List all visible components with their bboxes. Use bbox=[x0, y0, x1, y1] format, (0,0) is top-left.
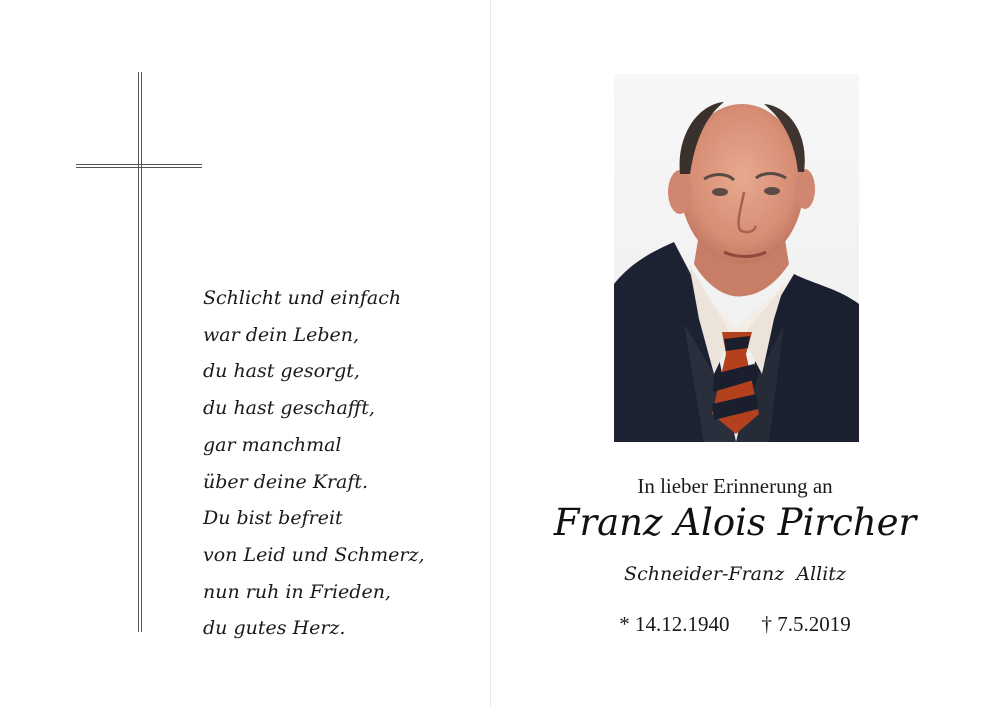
card-fold-line bbox=[490, 0, 491, 706]
birth-date: * 14.12.1940 bbox=[619, 612, 730, 636]
deceased-name: Franz Alois Pircher bbox=[553, 501, 917, 544]
memorial-poem bbox=[203, 280, 473, 647]
deceased-nickname: Schneider-Franz Allitz bbox=[624, 563, 846, 585]
death-date: † 7.5.2019 bbox=[761, 612, 851, 636]
poem-line: du hast geschafft, bbox=[203, 397, 375, 420]
poem-line: über deine Kraft. bbox=[203, 470, 369, 493]
cross-icon bbox=[76, 72, 206, 634]
poem-line: von Leid und Schmerz, bbox=[203, 543, 425, 566]
poem-line: du hast gesorgt, bbox=[203, 360, 360, 383]
poem-line: du gutes Herz. bbox=[203, 617, 346, 640]
life-dates bbox=[560, 612, 910, 637]
poem-line: war dein Leben, bbox=[203, 323, 360, 346]
portrait-photo bbox=[614, 74, 859, 442]
memorial-intro: In lieber Erinnerung an bbox=[637, 474, 833, 498]
poem-line: nun ruh in Frieden, bbox=[203, 580, 391, 603]
poem-line: Du bist befreit bbox=[203, 507, 343, 530]
poem-line: gar manchmal bbox=[203, 433, 342, 456]
poem-line: Schlicht und einfach bbox=[203, 287, 402, 309]
